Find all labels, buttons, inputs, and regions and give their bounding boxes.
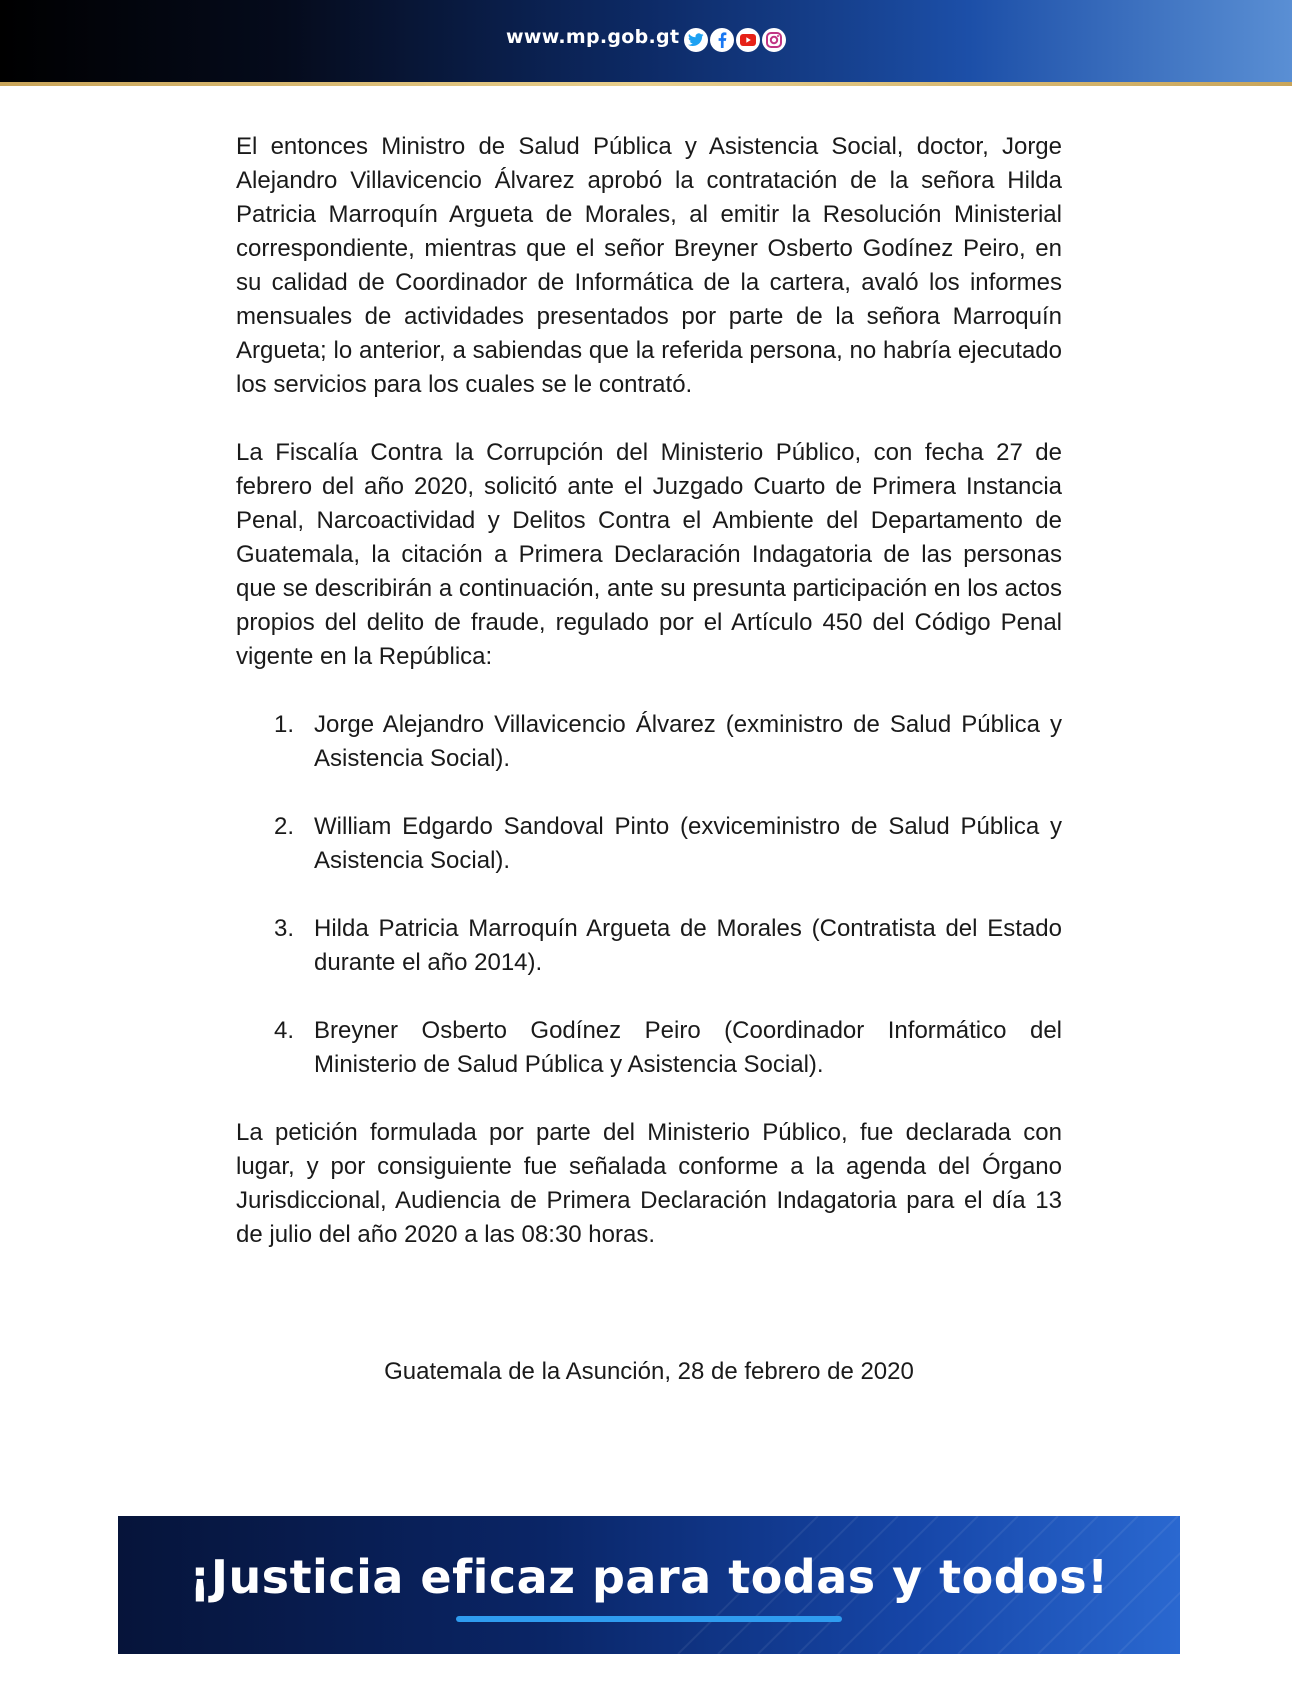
social-icons <box>684 28 786 52</box>
header-divider <box>0 82 1292 86</box>
list-item-text: Hilda Patricia Marroquín Argueta de Morales (Contratista del Estado durante el año 2014). <box>314 915 1062 976</box>
defendants-list <box>236 708 1062 1082</box>
list-item-text: Breyner Osberto Godínez Peiro (Coordinador Informático del Ministerio de Salud Pública y Asistencia Social). <box>314 1017 1062 1078</box>
instagram-icon[interactable] <box>762 28 786 52</box>
paragraph: El entonces Ministro de Salud Pública y Asistencia Social, doctor, Jorge Alejandro Villavicencio Álvarez aprobó la contratación de la señora Hilda Patricia Marroquín Argueta de Morales, al emitir la Resolución Ministerial correspondiente, mientras que el señor Breyner Osberto Godínez Peiro, en su calidad de Coordinador de Informática de la cartera, avaló los informes mensuales de actividades presentados por parte de la señora Marroquín Argueta; lo anterior, a sabiendas que la referida persona, no habría ejecutado los servicios para los cuales se le contrató. <box>236 133 1062 398</box>
page-header <box>0 0 1292 82</box>
twitter-icon[interactable] <box>684 28 708 52</box>
list-item-text: William Edgardo Sandoval Pinto (exviceministro de Salud Pública y Asistencia Social). <box>314 813 1062 874</box>
list-number: 1. <box>274 711 295 738</box>
list-number: 4. <box>274 1017 295 1044</box>
list-item <box>236 708 1062 776</box>
list-item-text: Jorge Alejandro Villavicencio Álvarez (exministro de Salud Pública y Asistencia Social). <box>314 711 1062 772</box>
list-number: 2. <box>274 813 295 840</box>
footer-banner <box>118 1516 1180 1654</box>
paragraph: La Fiscalía Contra la Corrupción del Ministerio Público, con fecha 27 de febrero del año 2020, solicitó ante el Juzgado Cuarto de Primera Instancia Penal, Narcoactividad y Delitos Contra el Ambiente del Departamento de Guatemala, la citación a Primera Declaración Indagatoria de las personas que se describirán a continuación, ante su presunta participación en los actos propios del delito de fraude, regulado por el Artículo 450 del Código Penal vigente en la República: <box>236 439 1062 670</box>
youtube-icon[interactable] <box>736 28 760 52</box>
website-url[interactable]: www.mp.gob.gt <box>506 26 680 48</box>
slogan-underline <box>456 1616 842 1622</box>
paragraph: La petición formulada por parte del Ministerio Público, fue declarada con lugar, y por consiguiente fue señalada conforme a la agenda del Órgano Jurisdiccional, Audiencia de Primera Declaración Indagatoria para el día 13 de julio del año 2020 a las 08:30 horas. <box>236 1119 1062 1248</box>
press-release-body <box>236 130 1062 1286</box>
list-item <box>236 1014 1062 1082</box>
list-item <box>236 810 1062 878</box>
list-item <box>236 912 1062 980</box>
footer-slogan: ¡Justicia eficaz para todas y todos! <box>189 1550 1109 1604</box>
facebook-icon[interactable] <box>710 28 734 52</box>
list-number: 3. <box>274 915 295 942</box>
place-and-date: Guatemala de la Asunción, 28 de febrero de 2020 <box>384 1358 914 1385</box>
